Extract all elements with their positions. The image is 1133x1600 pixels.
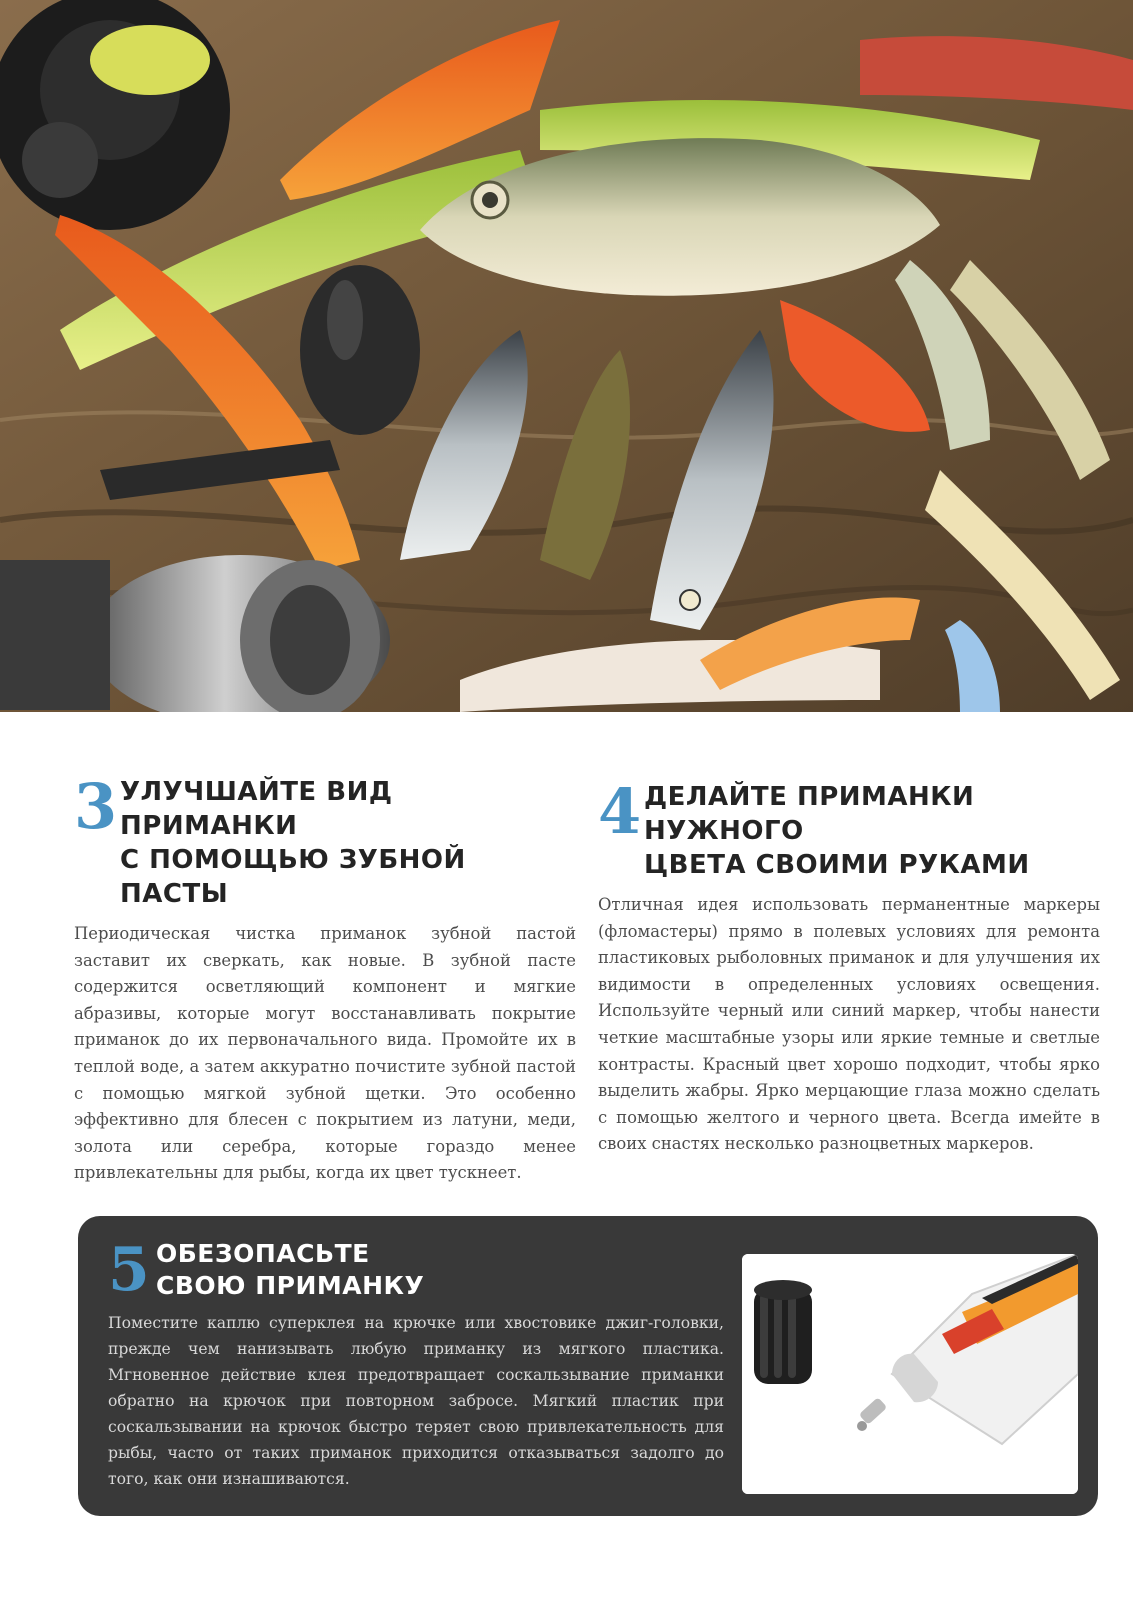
tip-5-number: 5 bbox=[108, 1235, 150, 1305]
superglue-photo bbox=[742, 1254, 1078, 1494]
tip-5-box bbox=[78, 1216, 1098, 1516]
tip-4-title bbox=[644, 780, 1100, 882]
tip-3-body: Периодическая чистка приманок зубной пастой заставит их сверкать, как новые. В зубной пасте содержится осветляющий компонент и мягкие абразивы, которые могут восстанавливать покрытие приманок до их первоначального вида. Промойте их в теплой воде, а затем аккуратно почистите зубной пастой с помощью мягкой зубной щетки. Это особенно эффективно для блесен с покрытием из латуни, меди, золота или серебра, которые гораздо менее привлекательны для рыбы, когда их цвет тускнеет. bbox=[74, 924, 576, 1183]
glue-tube-illustration bbox=[742, 1254, 1078, 1494]
tip-5-body: Поместите каплю суперклея на крючке или хвостовике джиг-головки, прежде чем нанизывать любую приманку из мягкого пластика. Мгновенное действие клея предотвращает соскальзывание приманки обратно на крючок при повторном забросе. Мягкий пластик при соскальзывании на крючок быстро теряет свою привлекательность для рыбы, часто от таких приманок приходится отказываться задолго до того, как они изнашиваются. bbox=[108, 1314, 724, 1488]
tip-3-title bbox=[120, 775, 576, 911]
tip-5-title bbox=[156, 1238, 424, 1302]
glue-cap-icon bbox=[754, 1280, 812, 1384]
tip-4-body: Отличная идея использовать перманентные маркеры (фломастеры) прямо в полевых условиях для ремонта пластиковых рыболовных приманок и для улучшения их видимости в определенных условиях освещения. Используйте черный или синий маркер, чтобы нанести четкие масштабные узоры или яркие темные и светлые контрасты. Красный цвет хорошо подходит, чтобы ярко выделить жабры. Ярко мерцающие глаза можно сделать с помощью желтого и черного цвета. Всегда имейте в своих снастях несколько разноцветных маркеров. bbox=[598, 895, 1100, 1154]
tip-3-title-line2: С ПОМОЩЬЮ ЗУБНОЙ ПАСТЫ bbox=[120, 845, 466, 909]
tip-3-heading bbox=[74, 770, 576, 911]
tip-3-number: 3 bbox=[74, 770, 118, 843]
tip-5-title-line2: СВОЮ ПРИМАНКУ bbox=[156, 1271, 425, 1300]
tip-5-title-line1: ОБЕЗОПАСЬТЕ bbox=[156, 1239, 370, 1268]
tip-5 bbox=[108, 1235, 724, 1492]
tip-4-heading bbox=[598, 775, 1100, 882]
tip-4-title-line1: ДЕЛАЙТЕ ПРИМАНКИ НУЖНОГО bbox=[644, 782, 975, 846]
tip-3-title-line1: УЛУЧШАЙТЕ ВИД ПРИМАНКИ bbox=[120, 777, 393, 841]
lures-illustration bbox=[0, 0, 1133, 712]
tip-4-title-line2: ЦВЕТА СВОИМИ РУКАМИ bbox=[644, 850, 1030, 880]
tip-5-heading bbox=[108, 1235, 724, 1305]
tip-4 bbox=[598, 775, 1100, 1158]
hero-photo bbox=[0, 0, 1133, 712]
tip-4-number: 4 bbox=[598, 775, 642, 848]
tip-3 bbox=[74, 770, 576, 1187]
